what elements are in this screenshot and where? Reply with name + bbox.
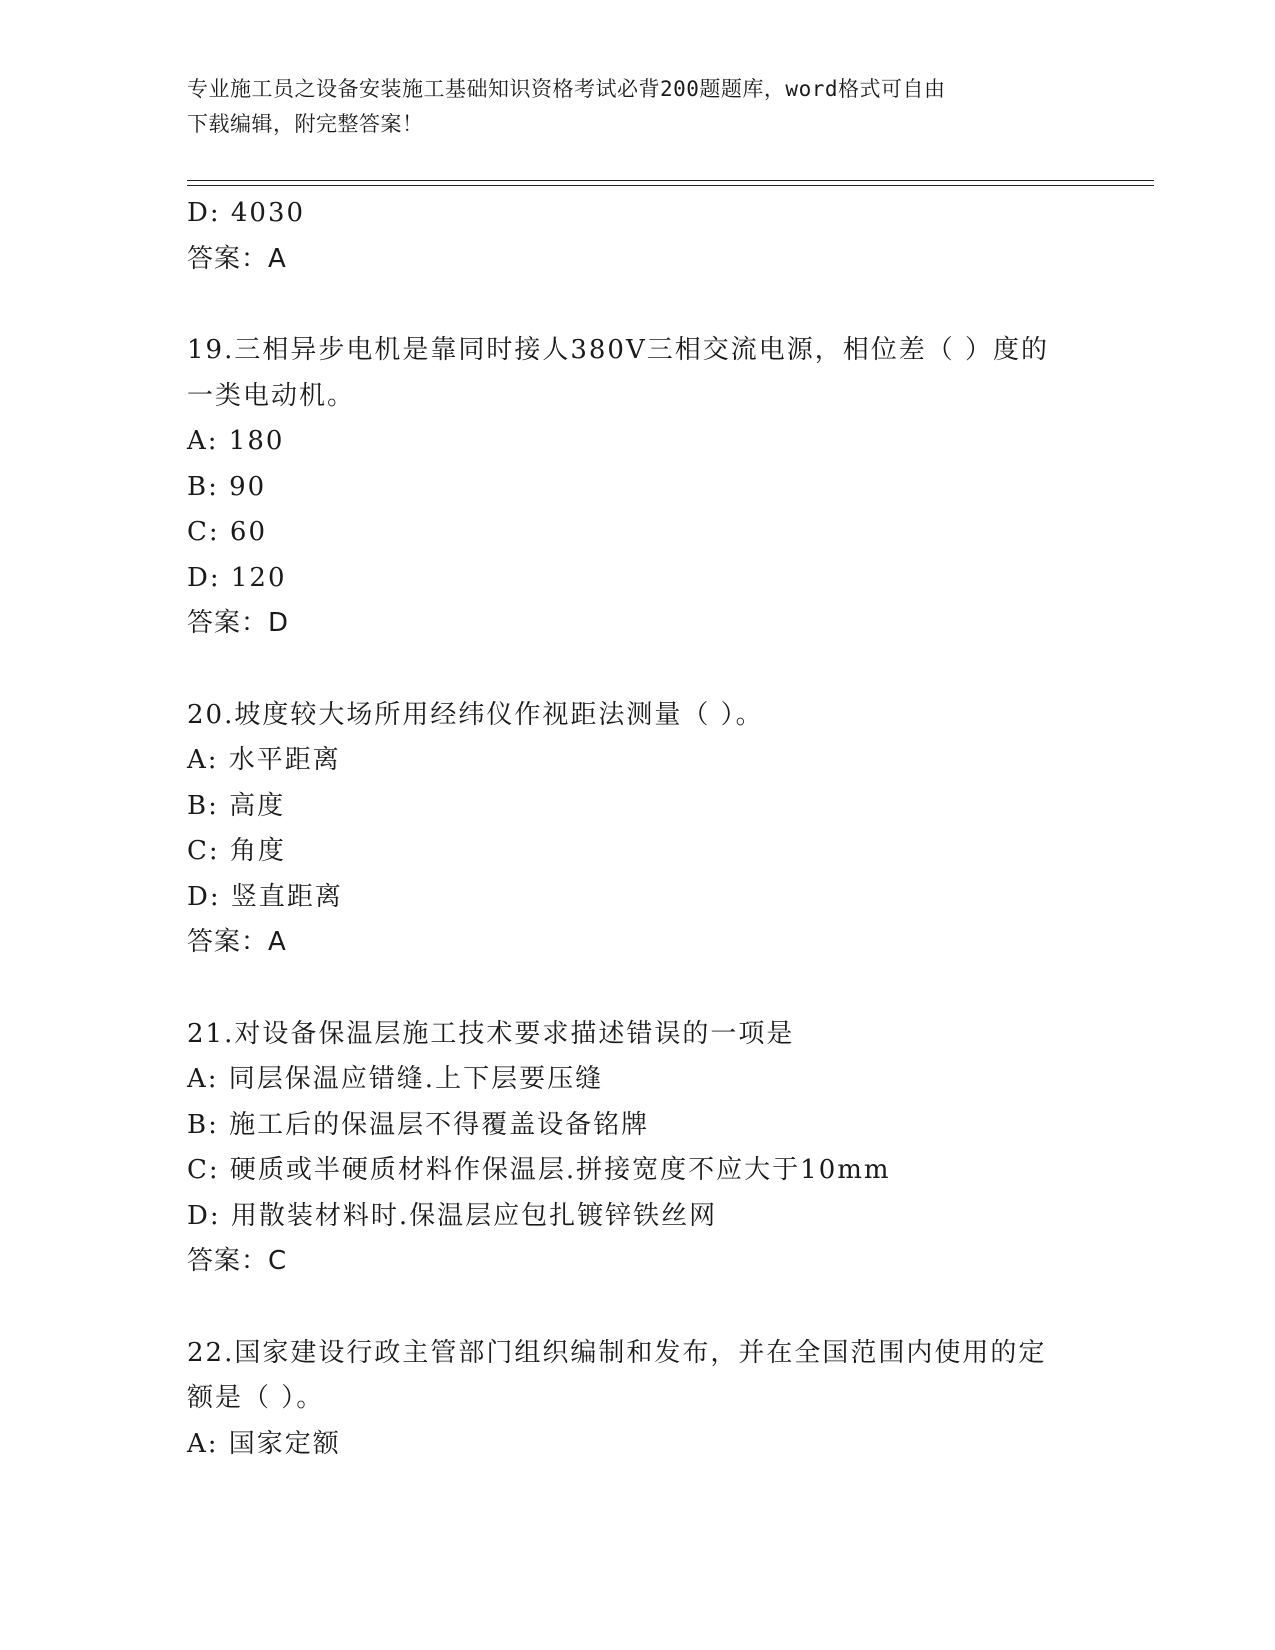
- question-21: [187, 1012, 1087, 1285]
- option-a: A: 水平距离: [187, 745, 341, 775]
- option-d: D: 用散装材料时.保温层应包扎镀锌铁丝网: [187, 1200, 718, 1231]
- option-d: D: 4030: [187, 198, 306, 228]
- option-d: D: 120: [187, 562, 287, 593]
- question-20: [187, 693, 1087, 966]
- option-d: D: 竖直距离: [187, 881, 343, 912]
- option-c: C: 硬质或半硬质材料作保温层.拼接宽度不应大于10mm: [187, 1155, 891, 1185]
- header-divider-top: [187, 180, 1154, 181]
- document-body: [187, 191, 1087, 1467]
- question-stem-line: 19.三相异步电机是靠同时接人380V三相交流电源，相位差（ ）度的: [187, 335, 1050, 365]
- question-stem-line: 21.对设备保温层施工技术要求描述错误的一项是: [187, 1018, 795, 1049]
- option-b: B: 高度: [187, 790, 286, 821]
- option-a: A: 国家定额: [187, 1428, 341, 1459]
- option-b: B: 施工后的保温层不得覆盖设备铭牌: [187, 1109, 650, 1140]
- answer-line: 答案：D: [187, 608, 290, 638]
- question-stem-line: 一类电动机。: [187, 380, 356, 411]
- question-19: [187, 328, 1087, 647]
- document-header: [187, 72, 1087, 142]
- option-a: A: 180: [187, 426, 285, 456]
- question-18-tail: [187, 191, 1087, 282]
- answer-line: 答案：A: [187, 243, 287, 274]
- option-c: C: 60: [187, 517, 268, 547]
- header-divider-bottom: [187, 185, 1154, 186]
- question-stem-line: 20.坡度较大场所用经纬仪作视距法测量（ ）。: [187, 699, 764, 730]
- header-line-1: 专业施工员之设备安装施工基础知识资格考试必背200题题库，word格式可自由: [187, 77, 946, 101]
- question-stem-line: 22.国家建设行政主管部门组织编制和发布，并在全国范围内使用的定: [187, 1337, 1047, 1368]
- option-c: C: 角度: [187, 836, 286, 866]
- question-22: [187, 1331, 1087, 1468]
- header-line-2: 下载编辑，附完整答案！: [187, 112, 424, 136]
- question-stem-line: 额是（ ）。: [187, 1383, 325, 1413]
- answer-line: 答案：C: [187, 1246, 288, 1276]
- option-a: A: 同层保温应错缝.上下层要压缝: [187, 1064, 604, 1094]
- option-b: B: 90: [187, 471, 267, 502]
- answer-line: 答案：A: [187, 927, 287, 957]
